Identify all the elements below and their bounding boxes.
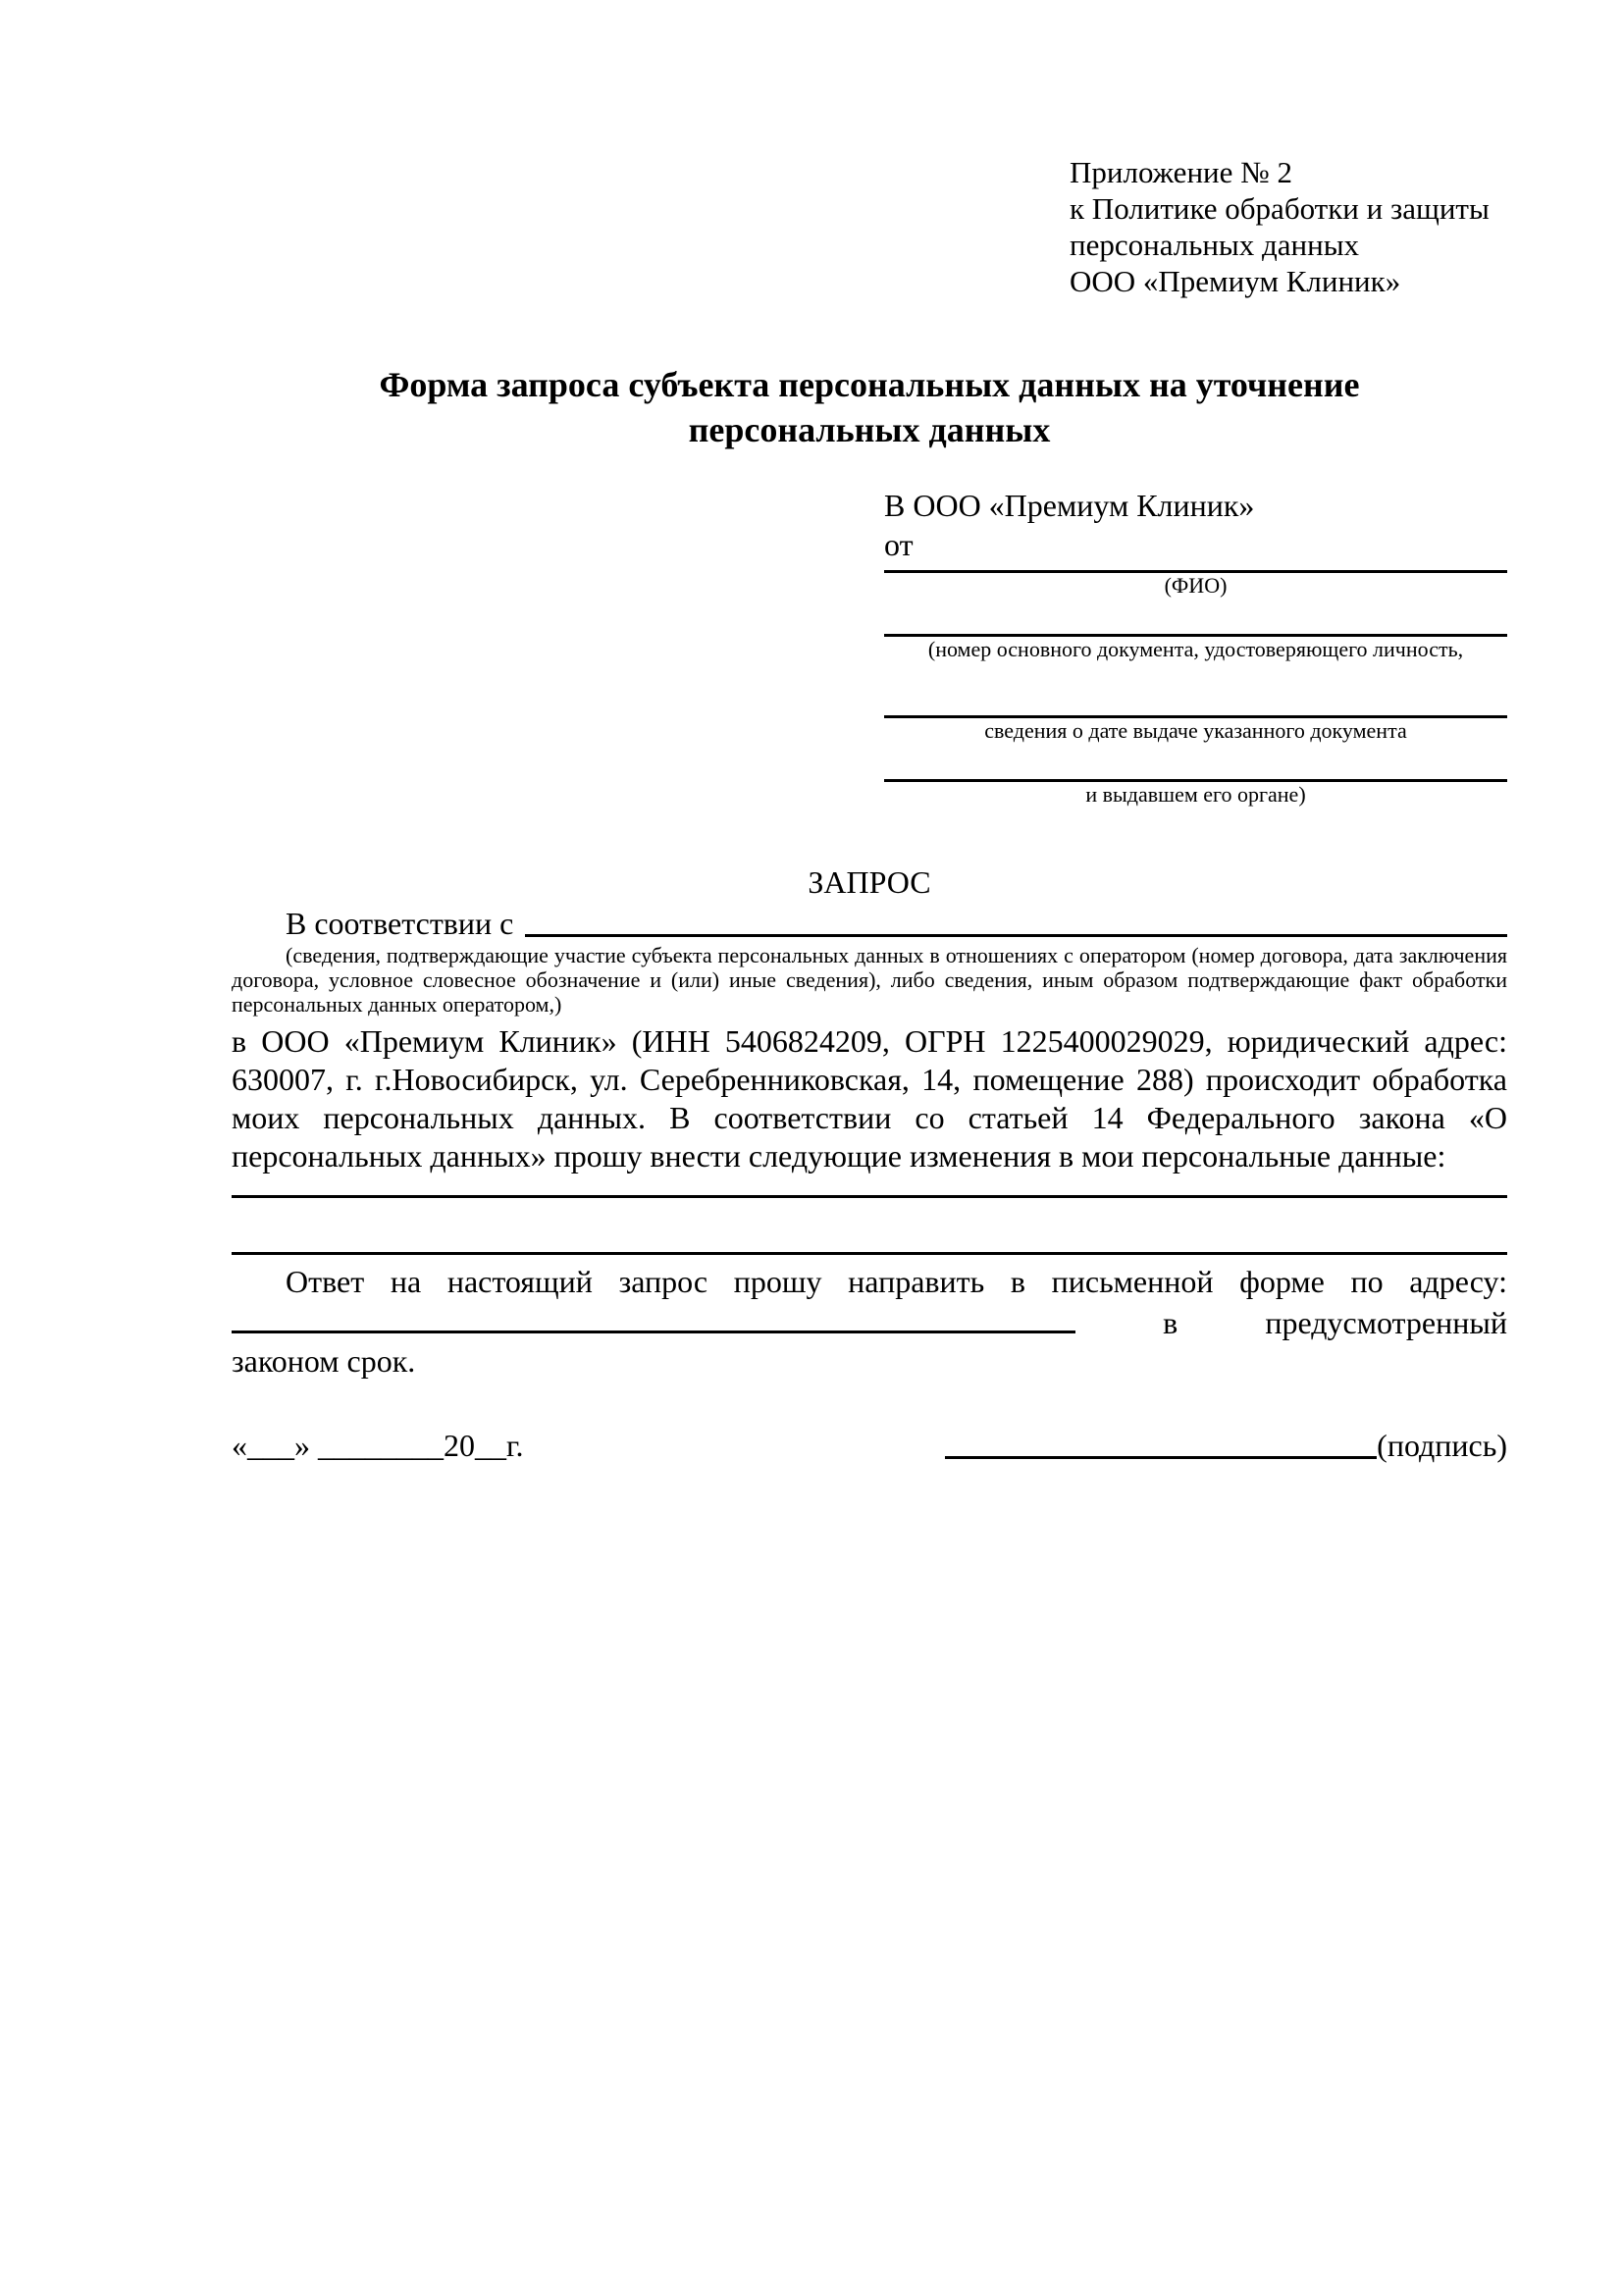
document-number-blank-line <box>884 599 1507 637</box>
document-number-caption: (номер основного документа, удостоверяющего личность, <box>927 637 1464 661</box>
reply-term-text: законом срок. <box>232 1343 416 1379</box>
addressee-to: В ООО «Премиум Клиник» <box>884 488 1255 523</box>
accordance-label: В соответствии с <box>286 906 514 941</box>
document-title: Форма запроса субъекта персональных данных на уточнение персональных данных <box>379 365 1360 449</box>
reply-word-v: в <box>1163 1305 1178 1340</box>
issue-date-blank-line <box>884 662 1507 718</box>
request-heading: ЗАПРОС <box>808 864 931 900</box>
accordance-row <box>232 904 1507 943</box>
signature-group <box>945 1424 1507 1465</box>
reply-address-blank-line <box>232 1301 1075 1333</box>
appendix-header-line-4: ООО «Премиум Клиник» <box>1070 264 1401 298</box>
issue-date-caption: сведения о дате выдаче указанного документа <box>984 718 1407 743</box>
issuing-authority-caption: и выдавшем его органе) <box>1085 782 1306 807</box>
accordance-blank-line <box>525 904 1507 937</box>
date-blank: «___» ________20__г. <box>232 1428 524 1463</box>
fio-caption: (ФИО) <box>1164 573 1228 598</box>
reply-address-text: Ответ на настоящий запрос прошу направить в письменной форме по адресу: <box>286 1264 1507 1299</box>
fio-blank-line <box>884 564 1507 573</box>
request-body-text: в ООО «Премиум Клиник» (ИНН 5406824209, ОГРН 1225400029029, юридический адрес: 630007, г. г.Новосибирск, ул. Серебренниковская, 14, помещение 288) происходит обработка моих персональных данных. В соответствии со статьей 14 Федерального закона «О персональных данных» прошу внести следующие изменения в мои персональные данные: <box>232 1023 1507 1174</box>
date-signature-row <box>232 1424 1507 1465</box>
changes-blank-line-1 <box>232 1175 1507 1198</box>
addressee-block <box>884 486 1507 808</box>
appendix-header-line-2: к Политике обработки и защиты <box>1070 191 1490 226</box>
appendix-header-line-1: Приложение № 2 <box>1070 155 1292 189</box>
accordance-note: (сведения, подтверждающие участие субъекта персональных данных в отношениях с оператором (номер договора, дата заключения договора, условное словесное обозначение и (или) иные сведения), либо сведения, иным образом подтверждающие факт обработки персональных данных оператором,) <box>232 943 1507 1017</box>
changes-blank-line-2 <box>232 1198 1507 1255</box>
addressee-from-label: от <box>884 527 914 562</box>
appendix-header-line-3: персональных данных <box>1070 228 1360 262</box>
appendix-header <box>1070 154 1507 299</box>
reply-address-row <box>232 1301 1507 1342</box>
reply-word-predusmotrennyy: предусмотренный <box>1265 1305 1507 1340</box>
signature-blank-line <box>945 1427 1377 1459</box>
signature-caption: (подпись) <box>1377 1428 1507 1463</box>
issuing-authority-blank-line <box>884 744 1507 782</box>
